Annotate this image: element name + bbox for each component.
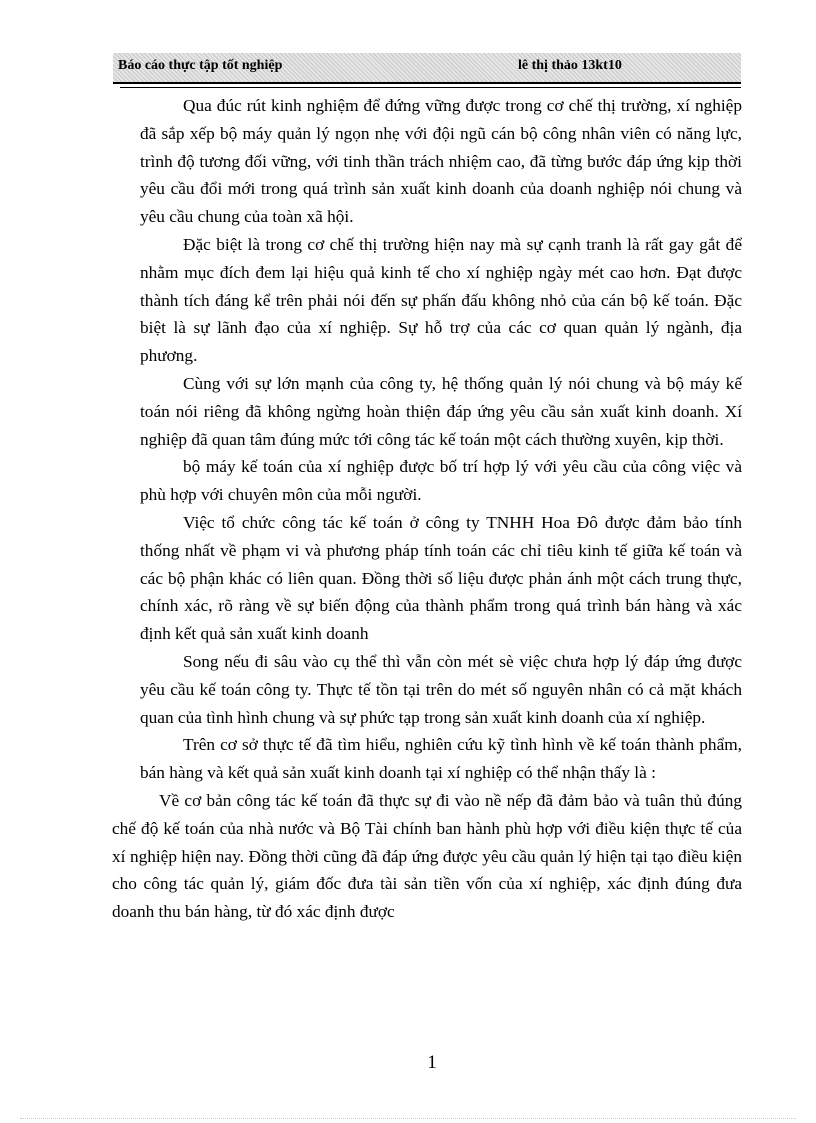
paragraph: Việc tổ chức công tác kế toán ở công ty TNHH Hoa Đô được đảm bảo tính thống nhất về phạm vi và phương pháp tính toán các chỉ tiêu kinh tế giữa kế toán và các bộ phận khác có liên quan. Đồng thời số liệu được phản ánh một cách trung thực, chính xác, rõ ràng về sự biến động của thành phẩm trong quá trình bán hàng và xác định kết quả sản xuất kinh doanh	[140, 512, 742, 644]
author-name: lê thị thảo 13kt10	[518, 58, 622, 73]
page-number: 1	[427, 1052, 437, 1073]
report-title: Báo cáo thực tập tốt nghiệp	[118, 58, 283, 73]
header-divider	[120, 87, 741, 88]
page-bottom-divider	[20, 1118, 796, 1119]
paragraph: Song nếu đi sâu vào cụ thể thì vẫn còn mét sè việc chưa hợp lý đáp ứng được yêu cầu kế toán công ty. Thực tế tồn tại trên do mét số nguyên nhân có cả mặt khách quan của tình hình chung và sự phức tạp trong sản xuất kinh doanh của xí nghiệp.	[140, 651, 742, 727]
paragraph: Cùng với sự lớn mạnh của công ty, hệ thống quản lý nói chung và bộ máy kế toán nói riêng đã không ngừng hoàn thiện đáp ứng yêu cầu sản xuất kinh doanh. Xí nghiệp đã quan tâm đúng mức tới công tác kế toán một cách thường xuyên, kịp thời.	[140, 373, 742, 449]
page-header	[113, 53, 741, 84]
paragraph: Qua đúc rút kinh nghiệm để đứng vững được trong cơ chế thị trường, xí nghiệp đã sắp xếp bộ máy quản lý ngọn nhẹ với đội ngũ cán bộ công nhân viên có năng lực, trình độ tương đối vững, với tinh thần trách nhiệm cao, đã từng bước đáp ứng kịp thời yêu cầu đổi mới trong quá trình sản xuất kinh doanh của doanh nghiệp nói chung và yêu cầu chung của toàn xã hội.	[140, 96, 742, 227]
paragraph: bộ máy kế toán của xí nghiệp được bố trí hợp lý với yêu cầu của công việc và phù hợp với chuyên môn của mỗi người.	[140, 457, 742, 505]
paragraph: Về cơ bản công tác kế toán đã thực sự đi vào nề nếp đã đảm bảo và tuân thủ đúng chế độ kế toán của nhà nước và Bộ Tài chính ban hành phù hợp với điều kiện thực tế của xí nghiệp hiện nay. Đồng thời cũng đã đáp ứng được yêu cầu quản lý hiện tại tạo điều kiện cho công tác quản lý, giám đốc đưa tài sản tiền vốn của xí nghiệp, xác định đúng đưa doanh thu bán hàng, từ đó xác định được	[112, 790, 742, 922]
paragraph: Trên cơ sở thực tế đã tìm hiểu, nghiên cứu kỹ tình hình về kế toán thành phẩm, bán hàng và kết quả sản xuất kinh doanh tại xí nghiệp có thể nhận thấy là :	[140, 735, 742, 783]
paragraph: Đặc biệt là trong cơ chế thị trường hiện nay mà sự cạnh tranh là rất gay gắt để nhằm mục đích đem lại hiệu quả kinh tế cho xí nghiệp ngày mét cao hơn. Đạt được thành tích đáng kể trên phải nói đến sự phấn đấu không nhỏ của cán bộ kế toán. Đặc biệt là sự lãnh đạo của xí nghiệp. Sự hỗ trợ của các cơ quan quản lý ngành, địa phương.	[140, 234, 742, 366]
document-body	[112, 92, 742, 926]
